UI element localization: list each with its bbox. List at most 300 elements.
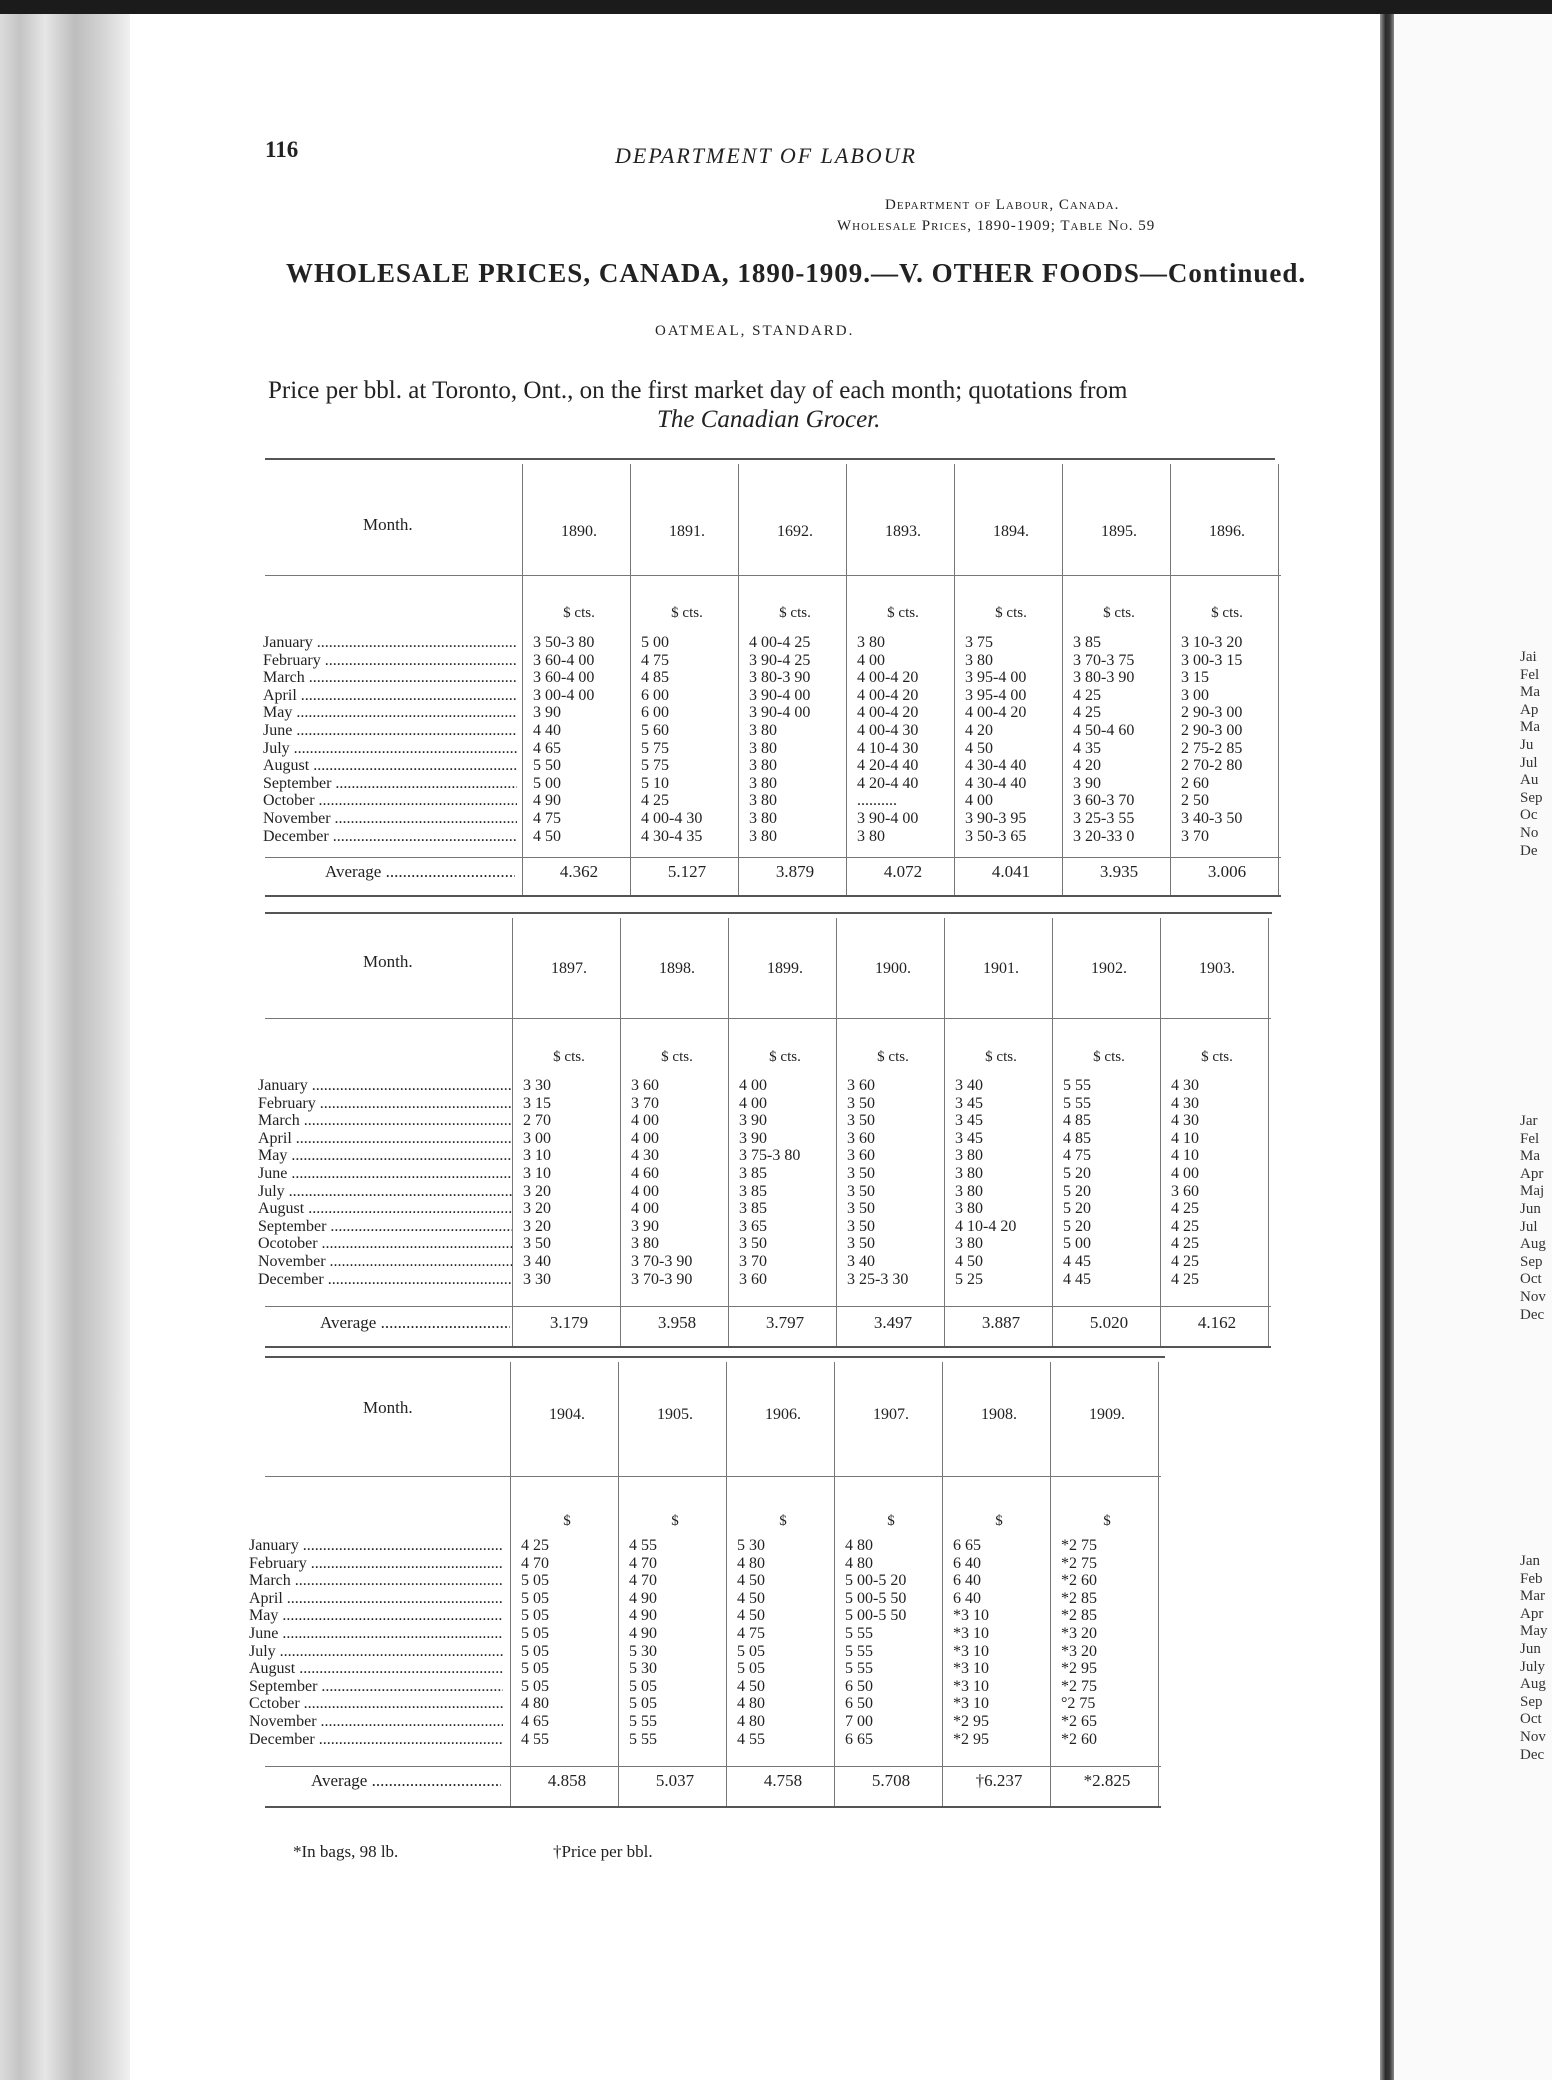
price-cell: 5 00 bbox=[1063, 1235, 1091, 1253]
price-cell: 3 50 bbox=[847, 1094, 875, 1112]
price-cell: 5 05 bbox=[737, 1642, 765, 1660]
price-cell: 5 55 bbox=[1063, 1077, 1091, 1094]
price-cell: 3 95-4 00 bbox=[965, 669, 1027, 687]
facing-page-month: Jai bbox=[1520, 649, 1537, 665]
price-cell: 4 25 bbox=[521, 1537, 549, 1554]
price-cell: 4 65 bbox=[533, 739, 561, 757]
price-cell: 3 60 bbox=[739, 1270, 767, 1288]
price-cell: *3 20 bbox=[1061, 1642, 1097, 1660]
price-cell: 3 20-33 0 bbox=[1073, 827, 1135, 845]
price-cell: 4 45 bbox=[1063, 1270, 1091, 1288]
price-cell: 4 50-4 60 bbox=[1073, 721, 1135, 739]
price-cell: 3 25-3 55 bbox=[1073, 809, 1135, 827]
year-header: 1905. bbox=[657, 1406, 693, 1423]
price-cell: 3 40 bbox=[955, 1077, 983, 1094]
facing-page-month: Apr bbox=[1520, 1605, 1544, 1622]
column-divider bbox=[522, 464, 523, 895]
table-reference: Wholesale Prices, 1890-1909; Table No. 59 bbox=[837, 218, 1156, 234]
price-cell: 2 90-3 00 bbox=[1181, 704, 1243, 722]
price-cell: 5 05 bbox=[521, 1624, 549, 1642]
facing-page-month: De bbox=[1520, 842, 1538, 859]
price-cell: 3 80 bbox=[965, 651, 993, 669]
unit-header: $ bbox=[563, 1513, 571, 1529]
facing-page-month: Jul bbox=[1520, 754, 1538, 771]
price-column bbox=[1063, 1077, 1157, 1288]
price-cell: 5 55 bbox=[845, 1642, 873, 1660]
price-cell: 3 45 bbox=[955, 1129, 983, 1147]
column-divider bbox=[834, 1362, 835, 1806]
price-cell: 3 10 bbox=[523, 1164, 551, 1182]
year-header: 1906. bbox=[765, 1406, 801, 1423]
price-cell: 3 60-4 00 bbox=[533, 669, 595, 687]
unit-header: $ bbox=[1103, 1513, 1111, 1529]
price-cell: 4 50 bbox=[737, 1677, 765, 1695]
price-cell: 4 00 bbox=[965, 792, 993, 810]
facing-page-month: Sep bbox=[1520, 1693, 1543, 1710]
average-value: 4.758 bbox=[763, 1771, 803, 1790]
month-column-header: Month. bbox=[363, 515, 413, 534]
price-cell: 3 50 bbox=[847, 1217, 875, 1235]
month-label: March ..... bbox=[258, 1112, 512, 1130]
facing-page-month: Nov bbox=[1520, 1288, 1546, 1305]
year-header: 1908. bbox=[981, 1406, 1017, 1423]
price-cell: 4 00-4 20 bbox=[965, 704, 1027, 722]
price-cell: 4 80 bbox=[521, 1695, 549, 1713]
price-cell: 4 75 bbox=[533, 809, 561, 827]
price-cell: 4 70 bbox=[521, 1554, 549, 1572]
price-cell: 3 00 bbox=[523, 1129, 551, 1147]
price-cell: 3 80 bbox=[749, 792, 777, 810]
price-cell: *2 60 bbox=[1061, 1730, 1097, 1748]
price-cell: *3 10 bbox=[953, 1642, 989, 1660]
price-cell: 3 10-3 20 bbox=[1181, 634, 1243, 651]
price-cell: 3 15 bbox=[523, 1094, 551, 1112]
price-cell: 4 30 bbox=[1171, 1094, 1199, 1112]
unit-header: $ cts. bbox=[877, 1049, 909, 1065]
table-title: WHOLESALE PRICES, CANADA, 1890-1909.—V. OTHER FOODS—Continued. bbox=[286, 258, 1307, 288]
price-cell: 5 55 bbox=[845, 1624, 873, 1642]
month-list bbox=[258, 1077, 512, 1288]
price-cell: 4 80 bbox=[845, 1554, 873, 1572]
price-cell: 3 80 bbox=[749, 774, 777, 792]
month-label: December ..... bbox=[263, 828, 517, 846]
price-cell: 3 90-4 00 bbox=[749, 704, 811, 722]
average-value: 3.006 bbox=[1207, 862, 1247, 881]
facing-page-month-list bbox=[1520, 1113, 1552, 1324]
table-bottom-rule bbox=[265, 895, 1281, 897]
price-cell: 3 95-4 00 bbox=[965, 686, 1027, 704]
unit-header: $ cts. bbox=[563, 605, 595, 621]
price-cell: 5 05 bbox=[629, 1677, 657, 1695]
month-label: November ..... bbox=[258, 1253, 512, 1271]
price-cell: 5 20 bbox=[1063, 1164, 1091, 1182]
price-cell: 5 55 bbox=[1063, 1094, 1091, 1112]
price-cell: 5 25 bbox=[955, 1270, 983, 1288]
price-cell: 3 30 bbox=[523, 1077, 551, 1094]
price-cell: *3 10 bbox=[953, 1677, 989, 1695]
month-label: February ..... bbox=[249, 1555, 503, 1573]
price-cell: 3 85 bbox=[739, 1182, 767, 1200]
price-cell: 3 50 bbox=[847, 1200, 875, 1218]
price-cell: 5 00-5 20 bbox=[845, 1572, 907, 1590]
price-cell: 3 85 bbox=[1073, 634, 1101, 651]
price-cell: 3 90-4 00 bbox=[749, 686, 811, 704]
month-label: June ..... bbox=[258, 1165, 512, 1183]
price-cell: 3 80 bbox=[749, 757, 777, 775]
price-cell: 3 50 bbox=[847, 1235, 875, 1253]
price-cell: 4 00-4 20 bbox=[857, 686, 919, 704]
facing-page-month-list bbox=[1520, 649, 1552, 860]
price-cell: 3 90-4 00 bbox=[857, 809, 919, 827]
year-header: 1893. bbox=[885, 523, 921, 540]
year-header: 1891. bbox=[669, 523, 705, 540]
average-rule bbox=[265, 857, 1281, 858]
price-cell: 4 75 bbox=[737, 1624, 765, 1642]
price-cell: 4 00-4 20 bbox=[857, 669, 919, 687]
price-cell: 4 40 bbox=[533, 721, 561, 739]
price-cell: 3 75 bbox=[965, 634, 993, 651]
price-cell: 6 40 bbox=[953, 1589, 981, 1607]
price-cell: 5 20 bbox=[1063, 1200, 1091, 1218]
column-divider bbox=[944, 918, 945, 1346]
month-label: Ocotober ..... bbox=[258, 1235, 512, 1253]
price-cell: 3 50 bbox=[847, 1112, 875, 1130]
price-cell: 3 60 bbox=[847, 1147, 875, 1165]
price-column bbox=[1171, 1077, 1265, 1288]
column-divider bbox=[1052, 918, 1053, 1346]
facing-page-month: Ma bbox=[1520, 719, 1540, 736]
average-label: Average ..... bbox=[325, 862, 515, 882]
price-cell: 4 55 bbox=[521, 1730, 549, 1748]
year-header: 1897. bbox=[551, 960, 587, 977]
price-cell: 3 80 bbox=[631, 1235, 659, 1253]
price-cell: 4 00 bbox=[1171, 1164, 1199, 1182]
price-column bbox=[737, 1537, 831, 1748]
price-cell: 3 30 bbox=[523, 1270, 551, 1288]
unit-header: $ cts. bbox=[1093, 1049, 1125, 1065]
month-label: June ..... bbox=[249, 1625, 503, 1643]
average-value: 3.935 bbox=[1099, 862, 1139, 881]
average-value: 4.162 bbox=[1197, 1313, 1237, 1332]
month-label: February ..... bbox=[263, 652, 517, 670]
price-cell: 6 65 bbox=[845, 1730, 873, 1748]
price-cell: 3 75-3 80 bbox=[739, 1147, 801, 1165]
price-cell: 4 25 bbox=[641, 792, 669, 810]
month-label: November ..... bbox=[263, 810, 517, 828]
price-cell: 4 30 bbox=[1171, 1112, 1199, 1130]
price-cell: 5 75 bbox=[641, 757, 669, 775]
price-cell: 3 50 bbox=[739, 1235, 767, 1253]
month-label: January ..... bbox=[263, 634, 517, 652]
price-cell: 3 90 bbox=[739, 1129, 767, 1147]
price-column bbox=[523, 1077, 617, 1288]
price-cell: 3 65 bbox=[739, 1217, 767, 1235]
price-cell: 3 80-3 90 bbox=[1073, 669, 1135, 687]
price-cell: 3 90 bbox=[739, 1112, 767, 1130]
price-cell: 4 50 bbox=[955, 1252, 983, 1270]
unit-header: $ cts. bbox=[887, 605, 919, 621]
price-cell: *3 20 bbox=[1061, 1624, 1097, 1642]
year-header: 1901. bbox=[983, 960, 1019, 977]
average-value: 3.958 bbox=[657, 1313, 697, 1332]
book-spine bbox=[0, 14, 130, 2080]
price-cell: 4 30 bbox=[631, 1147, 659, 1165]
price-cell: 3 80-3 90 bbox=[749, 669, 811, 687]
facing-page-month: July bbox=[1520, 1658, 1546, 1675]
month-label: August ..... bbox=[249, 1660, 503, 1678]
facing-page-month: Jar bbox=[1520, 1113, 1538, 1129]
average-value: 3.497 bbox=[873, 1313, 913, 1332]
price-cell: 3 40 bbox=[847, 1252, 875, 1270]
column-divider bbox=[1158, 1362, 1159, 1806]
year-header: 1896. bbox=[1209, 523, 1245, 540]
price-cell: *2 75 bbox=[1061, 1537, 1097, 1554]
price-column bbox=[641, 634, 735, 845]
price-cell: 4 70 bbox=[629, 1554, 657, 1572]
month-label: April ..... bbox=[249, 1590, 503, 1608]
unit-header: $ cts. bbox=[661, 1049, 693, 1065]
facing-page-month: No bbox=[1520, 824, 1539, 841]
month-label: January ..... bbox=[249, 1537, 503, 1555]
price-cell: 4 90 bbox=[629, 1607, 657, 1625]
facing-page-month: Ju bbox=[1520, 736, 1534, 753]
average-value: 5.037 bbox=[655, 1771, 695, 1790]
price-cell: 3 25-3 30 bbox=[847, 1270, 909, 1288]
facing-page-month-list bbox=[1520, 1553, 1552, 1764]
price-cell: 4 90 bbox=[629, 1624, 657, 1642]
price-cell: 6 00 bbox=[641, 686, 669, 704]
price-cell: 5 20 bbox=[1063, 1217, 1091, 1235]
price-cell: 4 50 bbox=[737, 1607, 765, 1625]
month-column-header: Month. bbox=[363, 1398, 413, 1417]
month-label: October ..... bbox=[263, 792, 517, 810]
price-cell: 6 65 bbox=[953, 1537, 981, 1554]
price-cell: *2 60 bbox=[1061, 1572, 1097, 1590]
page-number: 116 bbox=[265, 137, 299, 162]
price-column bbox=[845, 1537, 939, 1748]
month-label: July ..... bbox=[258, 1183, 512, 1201]
running-head: DEPARTMENT OF LABOUR bbox=[615, 143, 917, 168]
price-cell: *3 10 bbox=[953, 1660, 989, 1678]
price-cell: 3 80 bbox=[857, 634, 885, 651]
price-cell: 5 00-5 50 bbox=[845, 1589, 907, 1607]
price-cell: 3 70-3 90 bbox=[631, 1252, 693, 1270]
column-divider bbox=[1268, 918, 1269, 1346]
price-cell: 4 20 bbox=[1073, 757, 1101, 775]
price-cell: *3 10 bbox=[953, 1624, 989, 1642]
unit-header: $ bbox=[887, 1513, 895, 1529]
price-cell: 4 00 bbox=[739, 1094, 767, 1112]
unit-header: $ cts. bbox=[779, 605, 811, 621]
price-cell: 5 55 bbox=[845, 1660, 873, 1678]
price-column bbox=[857, 634, 951, 845]
price-cell: 4 00-4 30 bbox=[857, 721, 919, 739]
price-cell: 4 00-4 30 bbox=[641, 809, 703, 827]
year-header: 1904. bbox=[549, 1406, 585, 1423]
month-label: February ..... bbox=[258, 1095, 512, 1113]
table-top-rule bbox=[265, 1356, 1165, 1358]
facing-page-month: Maj bbox=[1520, 1183, 1545, 1200]
average-value: 3.179 bbox=[549, 1313, 589, 1332]
header-rule bbox=[265, 575, 1281, 576]
month-label: July ..... bbox=[249, 1643, 503, 1661]
column-divider bbox=[510, 1362, 511, 1806]
price-cell: 4 80 bbox=[737, 1712, 765, 1730]
price-cell: 4 25 bbox=[1171, 1252, 1199, 1270]
price-cell: 3 90 bbox=[1073, 774, 1101, 792]
price-cell: 4 30-4 35 bbox=[641, 827, 703, 845]
year-header: 1900. bbox=[875, 960, 911, 977]
average-label: Average ..... bbox=[311, 1771, 501, 1791]
average-value: 3.879 bbox=[775, 862, 815, 881]
year-header: 1898. bbox=[659, 960, 695, 977]
average-value: 4.072 bbox=[883, 862, 923, 881]
month-label: March ..... bbox=[249, 1572, 503, 1590]
header-rule bbox=[265, 1018, 1271, 1019]
facing-page-month: Ma bbox=[1520, 1148, 1540, 1165]
facing-page-month: Sep bbox=[1520, 789, 1543, 806]
price-cell: 4 30-4 40 bbox=[965, 774, 1027, 792]
average-value: 5.020 bbox=[1089, 1313, 1129, 1332]
price-cell: *2 85 bbox=[1061, 1607, 1097, 1625]
scan-top-border bbox=[0, 0, 1552, 14]
facing-page-month: Jun bbox=[1520, 1640, 1541, 1657]
price-column bbox=[1073, 634, 1167, 845]
price-cell: 4 80 bbox=[737, 1695, 765, 1713]
price-cell: *2 75 bbox=[1061, 1554, 1097, 1572]
price-column bbox=[1181, 634, 1275, 845]
price-cell: 5 75 bbox=[641, 739, 669, 757]
price-cell: 4 30-4 40 bbox=[965, 757, 1027, 775]
facing-page-month: Oc bbox=[1520, 807, 1538, 824]
month-label: November ..... bbox=[249, 1713, 503, 1731]
year-header: 1890. bbox=[561, 523, 597, 540]
column-divider bbox=[728, 918, 729, 1346]
price-cell: 4 85 bbox=[1063, 1129, 1091, 1147]
price-cell: 5 05 bbox=[521, 1607, 549, 1625]
price-cell: 5 05 bbox=[629, 1695, 657, 1713]
price-cell: 3 40-3 50 bbox=[1181, 809, 1243, 827]
average-value: 3.887 bbox=[981, 1313, 1021, 1332]
price-cell: 6 50 bbox=[845, 1695, 873, 1713]
price-cell: 5 05 bbox=[521, 1642, 549, 1660]
price-cell: 3 80 bbox=[749, 809, 777, 827]
facing-page-month: Aug bbox=[1520, 1676, 1546, 1693]
price-cell: 4 45 bbox=[1063, 1252, 1091, 1270]
price-cell: 4 20 bbox=[965, 721, 993, 739]
price-cell: 3 80 bbox=[955, 1147, 983, 1165]
price-cell: 4 10 bbox=[1171, 1147, 1199, 1165]
price-cell: 3 80 bbox=[955, 1164, 983, 1182]
price-cell: 3 80 bbox=[955, 1235, 983, 1253]
average-value: 4.362 bbox=[559, 862, 599, 881]
price-cell: 4 10-4 30 bbox=[857, 739, 919, 757]
price-column bbox=[1061, 1537, 1155, 1748]
column-divider bbox=[942, 1362, 943, 1806]
month-label: May ..... bbox=[249, 1607, 503, 1625]
price-cell: 5 55 bbox=[629, 1730, 657, 1748]
average-value: *2.825 bbox=[1083, 1771, 1131, 1790]
price-cell: 4 00 bbox=[631, 1182, 659, 1200]
year-header: 1909. bbox=[1089, 1406, 1125, 1423]
price-cell: 3 00 bbox=[1181, 686, 1209, 704]
price-cell: 6 40 bbox=[953, 1572, 981, 1590]
year-header: 1903. bbox=[1199, 960, 1235, 977]
price-cell: 5 00-5 50 bbox=[845, 1607, 907, 1625]
price-cell: 5 50 bbox=[533, 757, 561, 775]
price-cell: 4 10-4 20 bbox=[955, 1217, 1017, 1235]
price-cell: 4 60 bbox=[631, 1164, 659, 1182]
month-label: September ..... bbox=[249, 1678, 503, 1696]
price-cell: 2 70 bbox=[523, 1112, 551, 1130]
price-cell: 4 55 bbox=[737, 1730, 765, 1748]
price-cell: 3 70-3 75 bbox=[1073, 651, 1135, 669]
facing-page-month: Jul bbox=[1520, 1218, 1538, 1235]
table-top-rule bbox=[265, 458, 1275, 460]
price-cell: 2 70-2 80 bbox=[1181, 757, 1243, 775]
month-column-header: Month. bbox=[363, 952, 413, 971]
price-cell: 4 00-4 25 bbox=[749, 634, 811, 651]
price-cell: 4 00 bbox=[631, 1112, 659, 1130]
price-cell: *2 85 bbox=[1061, 1589, 1097, 1607]
footnote-bags: *In bags, 98 lb. bbox=[293, 1842, 399, 1861]
price-cell: 4 10 bbox=[1171, 1129, 1199, 1147]
facing-page-month: Nov bbox=[1520, 1728, 1546, 1745]
table-top-rule bbox=[265, 912, 1272, 914]
price-cell: 5 00 bbox=[641, 634, 669, 651]
facing-page-month: Mar bbox=[1520, 1588, 1545, 1605]
price-cell: 3 80 bbox=[955, 1200, 983, 1218]
department-line: Department of Labour, Canada. bbox=[885, 197, 1120, 213]
price-column bbox=[965, 634, 1059, 845]
price-cell: 4 25 bbox=[1073, 704, 1101, 722]
facing-page-month: Jan bbox=[1520, 1553, 1540, 1569]
table-bottom-rule bbox=[265, 1806, 1161, 1808]
year-header: 1902. bbox=[1091, 960, 1127, 977]
price-cell: 3 20 bbox=[523, 1217, 551, 1235]
facing-page-month: Ma bbox=[1520, 684, 1540, 701]
price-cell: 3 90-4 25 bbox=[749, 651, 811, 669]
price-column bbox=[953, 1537, 1047, 1748]
price-cell: 4 55 bbox=[629, 1537, 657, 1554]
price-cell: *2 75 bbox=[1061, 1677, 1097, 1695]
year-header: 1894. bbox=[993, 523, 1029, 540]
price-cell: 4 20-4 40 bbox=[857, 757, 919, 775]
price-cell: 3 00-3 15 bbox=[1181, 651, 1243, 669]
month-label: June ..... bbox=[263, 722, 517, 740]
price-cell: 5 55 bbox=[629, 1712, 657, 1730]
price-cell: *3 10 bbox=[953, 1695, 989, 1713]
price-cell: 3 70 bbox=[631, 1094, 659, 1112]
month-label: September ..... bbox=[258, 1218, 512, 1236]
price-cell: 3 60-3 70 bbox=[1073, 792, 1135, 810]
price-cell: 4 25 bbox=[1171, 1270, 1199, 1288]
price-cell: 2 75-2 85 bbox=[1181, 739, 1243, 757]
month-label: May ..... bbox=[258, 1147, 512, 1165]
price-cell: 3 85 bbox=[739, 1164, 767, 1182]
month-label: April ..... bbox=[263, 687, 517, 705]
price-cell: 3 60 bbox=[631, 1077, 659, 1094]
average-value: 5.708 bbox=[871, 1771, 911, 1790]
column-divider bbox=[1050, 1362, 1051, 1806]
price-cell: 3 80 bbox=[749, 827, 777, 845]
price-cell: 5 05 bbox=[521, 1572, 549, 1590]
month-label: April ..... bbox=[258, 1130, 512, 1148]
facing-page-month: Oct bbox=[1520, 1271, 1542, 1288]
price-cell: 3 90-3 95 bbox=[965, 809, 1027, 827]
average-value: †6.237 bbox=[975, 1771, 1023, 1790]
price-column bbox=[739, 1077, 833, 1288]
